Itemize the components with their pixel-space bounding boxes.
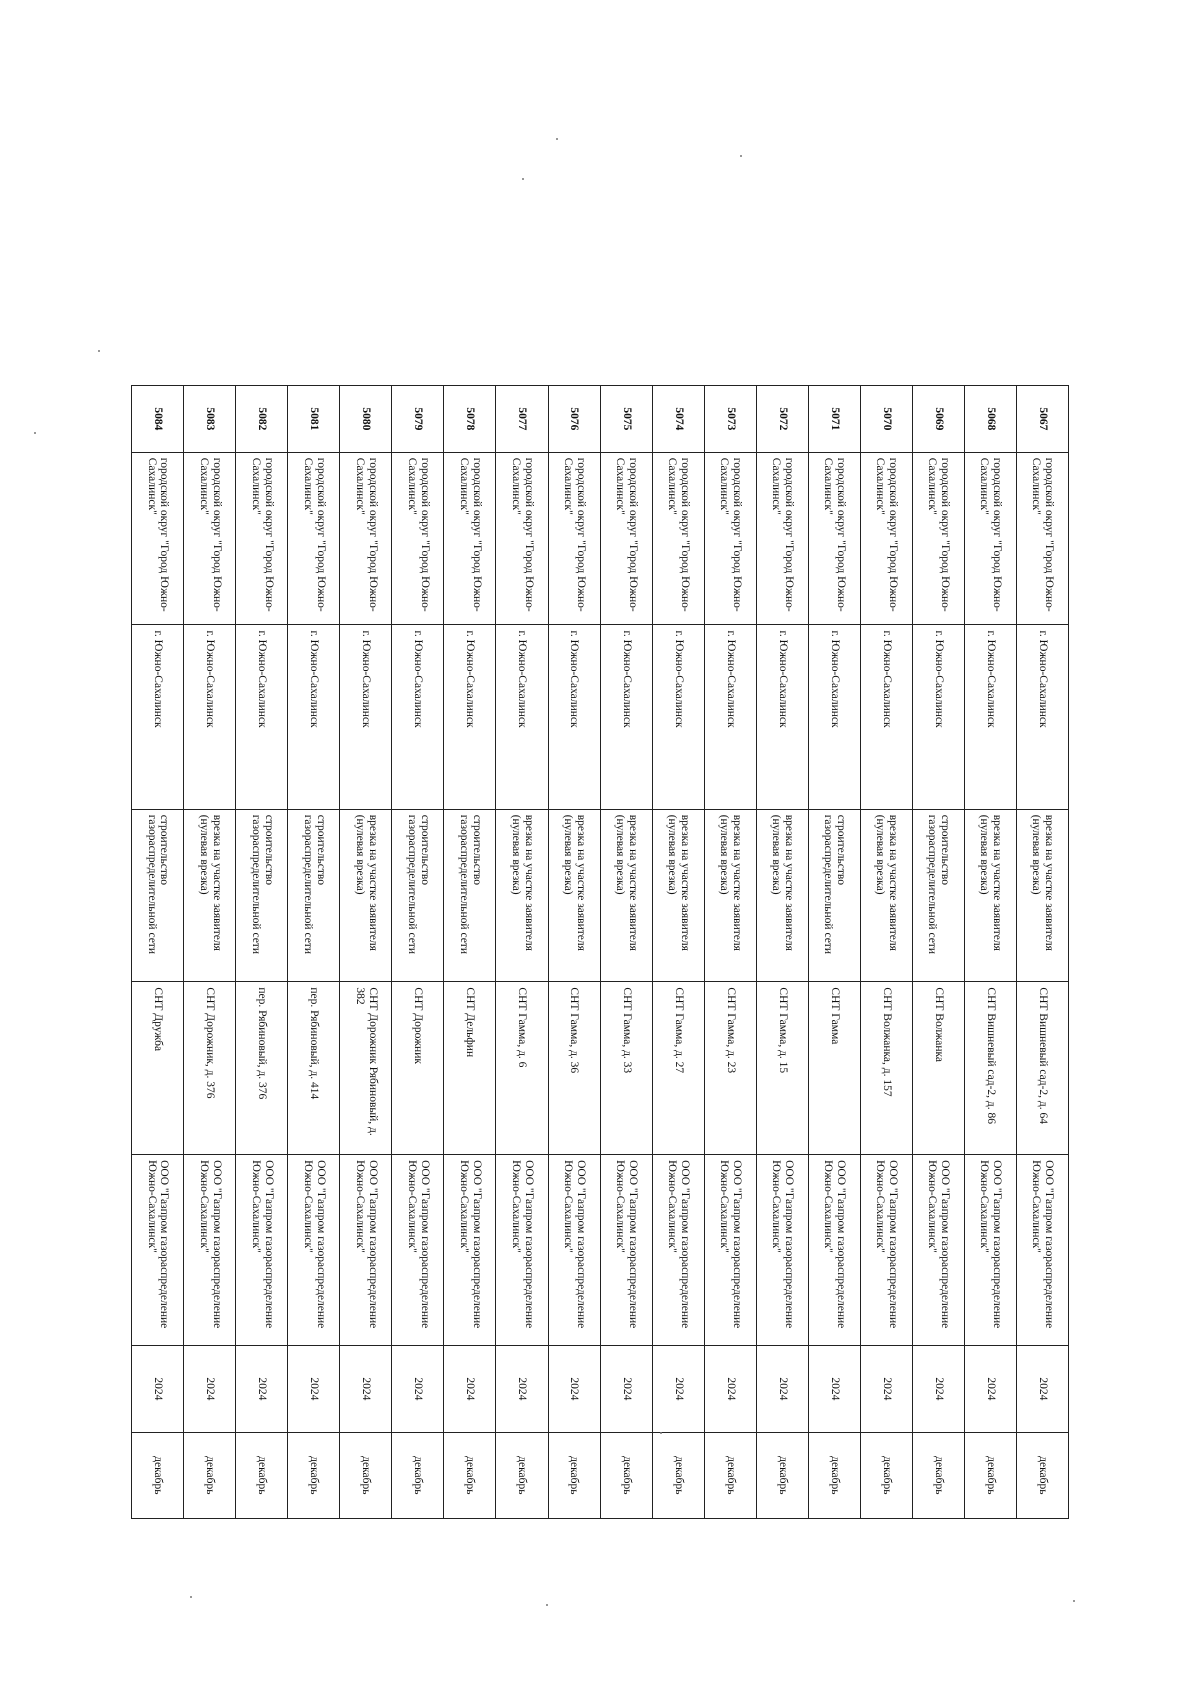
cell-row-number: 5069: [912, 386, 964, 453]
cell-district: городской округ "Город Южно-Сахалинск": [496, 452, 548, 625]
cell-city: г. Южно-Сахалинск: [964, 625, 1016, 809]
cell-month: декабрь: [444, 1432, 496, 1518]
cell-district: городской округ "Город Южно-Сахалинск": [704, 452, 756, 625]
cell-address: СНТ Гамма, д. 36: [548, 982, 600, 1155]
cell-row-number: 5081: [288, 386, 340, 453]
table-row: [496, 386, 548, 1519]
cell-city: г. Южно-Сахалинск: [236, 625, 288, 809]
cell-work-type: строительство газораспределительной сети: [288, 809, 340, 982]
cell-work-type: врезка на участке заявителя (нулевая врезка): [600, 809, 652, 982]
cell-organization: ООО "Газпром газораспределение Южно-Сахалинск": [132, 1155, 184, 1346]
cell-year: 2024: [912, 1346, 964, 1432]
cell-city: г. Южно-Сахалинск: [444, 625, 496, 809]
cell-month: декабрь: [652, 1432, 704, 1518]
cell-row-number: 5079: [392, 386, 444, 453]
cell-address: пер. Рябиновый, д. 376: [236, 982, 288, 1155]
cell-row-number: 5068: [964, 386, 1016, 453]
cell-district: городской округ "Город Южно-Сахалинск": [340, 452, 392, 625]
cell-district: городской округ "Город Южно-Сахалинск": [1016, 452, 1068, 625]
scan-speck: [98, 350, 100, 352]
cell-address: СНТ Дорожник, д. 376: [184, 982, 236, 1155]
cell-district: городской округ "Город Южно-Сахалинск": [600, 452, 652, 625]
cell-row-number: 5071: [808, 386, 860, 453]
cell-year: 2024: [340, 1346, 392, 1432]
cell-work-type: врезка на участке заявителя (нулевая врезка): [860, 809, 912, 982]
table-row: [704, 386, 756, 1519]
cell-year: 2024: [600, 1346, 652, 1432]
cell-city: г. Южно-Сахалинск: [1016, 625, 1068, 809]
cell-work-type: врезка на участке заявителя (нулевая врезка): [340, 809, 392, 982]
cell-city: г. Южно-Сахалинск: [860, 625, 912, 809]
cell-year: 2024: [652, 1346, 704, 1432]
cell-city: г. Южно-Сахалинск: [600, 625, 652, 809]
cell-organization: ООО "Газпром газораспределение Южно-Сахалинск": [600, 1155, 652, 1346]
table-row: [132, 386, 184, 1519]
cell-address: СНТ Вишневый сад-2, д. 86: [964, 982, 1016, 1155]
cell-month: декабрь: [548, 1432, 600, 1518]
cell-year: 2024: [236, 1346, 288, 1432]
cell-organization: ООО "Газпром газораспределение Южно-Сахалинск": [808, 1155, 860, 1346]
cell-year: 2024: [860, 1346, 912, 1432]
cell-city: г. Южно-Сахалинск: [652, 625, 704, 809]
cell-address: СНТ Дельфин: [444, 982, 496, 1155]
table-body: [132, 386, 1069, 1519]
cell-row-number: 5076: [548, 386, 600, 453]
cell-month: декабрь: [496, 1432, 548, 1518]
table-row: [184, 386, 236, 1519]
cell-month: декабрь: [184, 1432, 236, 1518]
cell-work-type: врезка на участке заявителя (нулевая врезка): [184, 809, 236, 982]
table-row: [860, 386, 912, 1519]
table-row: [600, 386, 652, 1519]
cell-row-number: 5080: [340, 386, 392, 453]
table-row: [964, 386, 1016, 1519]
cell-address: СНТ Гамма: [808, 982, 860, 1155]
cell-city: г. Южно-Сахалинск: [496, 625, 548, 809]
cell-month: декабрь: [340, 1432, 392, 1518]
cell-organization: ООО "Газпром газораспределение Южно-Сахалинск": [860, 1155, 912, 1346]
scan-speck: [660, 1432, 662, 1434]
records-table: [131, 385, 1069, 1519]
table-row: [288, 386, 340, 1519]
cell-year: 2024: [548, 1346, 600, 1432]
cell-work-type: врезка на участке заявителя (нулевая врезка): [652, 809, 704, 982]
cell-work-type: врезка на участке заявителя (нулевая врезка): [964, 809, 1016, 982]
cell-organization: ООО "Газпром газораспределение Южно-Сахалинск": [964, 1155, 1016, 1346]
cell-organization: ООО "Газпром газораспределение Южно-Сахалинск": [1016, 1155, 1068, 1346]
cell-row-number: 5084: [132, 386, 184, 453]
cell-year: 2024: [444, 1346, 496, 1432]
cell-month: декабрь: [288, 1432, 340, 1518]
cell-row-number: 5082: [236, 386, 288, 453]
scan-speck: [34, 432, 36, 434]
cell-work-type: врезка на участке заявителя (нулевая врезка): [704, 809, 756, 982]
cell-organization: ООО "Газпром газораспределение Южно-Сахалинск": [392, 1155, 444, 1346]
table-row: [1016, 386, 1068, 1519]
cell-row-number: 5083: [184, 386, 236, 453]
cell-month: декабрь: [600, 1432, 652, 1518]
cell-address: СНТ Волжанка: [912, 982, 964, 1155]
cell-row-number: 5074: [652, 386, 704, 453]
cell-district: городской округ "Город Южно-Сахалинск": [288, 452, 340, 625]
scan-speck: [522, 178, 524, 180]
cell-address: СНТ Гамма, д. 23: [704, 982, 756, 1155]
table-row: [236, 386, 288, 1519]
cell-year: 2024: [496, 1346, 548, 1432]
cell-organization: ООО "Газпром газораспределение Южно-Сахалинск": [548, 1155, 600, 1346]
cell-address: СНТ Гамма, д. 6: [496, 982, 548, 1155]
cell-district: городской округ "Город Южно-Сахалинск": [756, 452, 808, 625]
cell-address: СНТ Дружба: [132, 982, 184, 1155]
cell-work-type: строительство газораспределительной сети: [808, 809, 860, 982]
cell-work-type: врезка на участке заявителя (нулевая врезка): [548, 809, 600, 982]
cell-address: СНТ Гамма, д. 27: [652, 982, 704, 1155]
cell-organization: ООО "Газпром газораспределение Южно-Сахалинск": [236, 1155, 288, 1346]
cell-district: городской округ "Город Южно-Сахалинск": [912, 452, 964, 625]
cell-work-type: строительство газораспределительной сети: [444, 809, 496, 982]
cell-year: 2024: [288, 1346, 340, 1432]
cell-organization: ООО "Газпром газораспределение Южно-Сахалинск": [496, 1155, 548, 1346]
cell-month: декабрь: [1016, 1432, 1068, 1518]
cell-city: г. Южно-Сахалинск: [288, 625, 340, 809]
cell-address: пер. Рябиновый, д. 414: [288, 982, 340, 1155]
cell-month: декабрь: [132, 1432, 184, 1518]
scan-speck: [1073, 1600, 1075, 1602]
cell-year: 2024: [964, 1346, 1016, 1432]
table-row: [652, 386, 704, 1519]
cell-row-number: 5070: [860, 386, 912, 453]
cell-row-number: 5077: [496, 386, 548, 453]
cell-city: г. Южно-Сахалинск: [548, 625, 600, 809]
cell-year: 2024: [704, 1346, 756, 1432]
cell-organization: ООО "Газпром газораспределение Южно-Сахалинск": [288, 1155, 340, 1346]
table-row: [340, 386, 392, 1519]
table-row: [444, 386, 496, 1519]
table-row: [808, 386, 860, 1519]
cell-city: г. Южно-Сахалинск: [756, 625, 808, 809]
cell-city: г. Южно-Сахалинск: [808, 625, 860, 809]
cell-work-type: строительство газораспределительной сети: [236, 809, 288, 982]
cell-address: СНТ Гамма, д. 33: [600, 982, 652, 1155]
scan-speck: [740, 155, 742, 157]
cell-district: городской округ "Город Южно-Сахалинск": [808, 452, 860, 625]
cell-month: декабрь: [756, 1432, 808, 1518]
cell-organization: ООО "Газпром газораспределение Южно-Сахалинск": [704, 1155, 756, 1346]
cell-city: г. Южно-Сахалинск: [704, 625, 756, 809]
cell-district: городской округ "Город Южно-Сахалинск": [964, 452, 1016, 625]
cell-organization: ООО "Газпром газораспределение Южно-Сахалинск": [912, 1155, 964, 1346]
cell-city: г. Южно-Сахалинск: [184, 625, 236, 809]
cell-address: СНТ Дорожник Рябиновый, д. 382: [340, 982, 392, 1155]
cell-address: СНТ Волжанка, д. 157: [860, 982, 912, 1155]
cell-year: 2024: [1016, 1346, 1068, 1432]
cell-organization: ООО "Газпром газораспределение Южно-Сахалинск": [652, 1155, 704, 1346]
cell-year: 2024: [392, 1346, 444, 1432]
cell-work-type: строительство газораспределительной сети: [132, 809, 184, 982]
cell-work-type: строительство газораспределительной сети: [392, 809, 444, 982]
cell-organization: ООО "Газпром газораспределение Южно-Сахалинск": [184, 1155, 236, 1346]
table-row: [392, 386, 444, 1519]
cell-month: декабрь: [964, 1432, 1016, 1518]
cell-organization: ООО "Газпром газораспределение Южно-Сахалинск": [444, 1155, 496, 1346]
cell-year: 2024: [808, 1346, 860, 1432]
cell-district: городской округ "Город Южно-Сахалинск": [444, 452, 496, 625]
cell-address: СНТ Вишневый сад-2, д. 64: [1016, 982, 1068, 1155]
scan-speck: [190, 1596, 192, 1598]
cell-work-type: строительство газораспределительной сети: [912, 809, 964, 982]
cell-district: городской округ "Город Южно-Сахалинск": [392, 452, 444, 625]
cell-row-number: 5078: [444, 386, 496, 453]
cell-month: декабрь: [236, 1432, 288, 1518]
table-row: [912, 386, 964, 1519]
cell-row-number: 5072: [756, 386, 808, 453]
cell-district: городской округ "Город Южно-Сахалинск": [132, 452, 184, 625]
cell-month: декабрь: [704, 1432, 756, 1518]
cell-city: г. Южно-Сахалинск: [392, 625, 444, 809]
cell-district: городской округ "Город Южно-Сахалинск": [548, 452, 600, 625]
cell-month: декабрь: [808, 1432, 860, 1518]
scan-speck: [556, 138, 558, 140]
cell-city: г. Южно-Сахалинск: [912, 625, 964, 809]
cell-district: городской округ "Город Южно-Сахалинск": [184, 452, 236, 625]
table-row: [548, 386, 600, 1519]
cell-work-type: врезка на участке заявителя (нулевая врезка): [1016, 809, 1068, 982]
cell-city: г. Южно-Сахалинск: [340, 625, 392, 809]
cell-row-number: 5075: [600, 386, 652, 453]
cell-address: СНТ Дорожник: [392, 982, 444, 1155]
cell-city: г. Южно-Сахалинск: [132, 625, 184, 809]
cell-year: 2024: [184, 1346, 236, 1432]
cell-month: декабрь: [912, 1432, 964, 1518]
scan-speck: [546, 1604, 548, 1606]
cell-month: декабрь: [392, 1432, 444, 1518]
cell-row-number: 5067: [1016, 386, 1068, 453]
cell-district: городской округ "Город Южно-Сахалинск": [236, 452, 288, 625]
cell-organization: ООО "Газпром газораспределение Южно-Сахалинск": [340, 1155, 392, 1346]
table-row: [756, 386, 808, 1519]
cell-work-type: врезка на участке заявителя (нулевая врезка): [496, 809, 548, 982]
cell-month: декабрь: [860, 1432, 912, 1518]
cell-year: 2024: [756, 1346, 808, 1432]
cell-year: 2024: [132, 1346, 184, 1432]
cell-address: СНТ Гамма, д. 15: [756, 982, 808, 1155]
cell-row-number: 5073: [704, 386, 756, 453]
cell-district: городской округ "Город Южно-Сахалинск": [860, 452, 912, 625]
cell-work-type: врезка на участке заявителя (нулевая врезка): [756, 809, 808, 982]
cell-district: городской округ "Город Южно-Сахалинск": [652, 452, 704, 625]
cell-organization: ООО "Газпром газораспределение Южно-Сахалинск": [756, 1155, 808, 1346]
